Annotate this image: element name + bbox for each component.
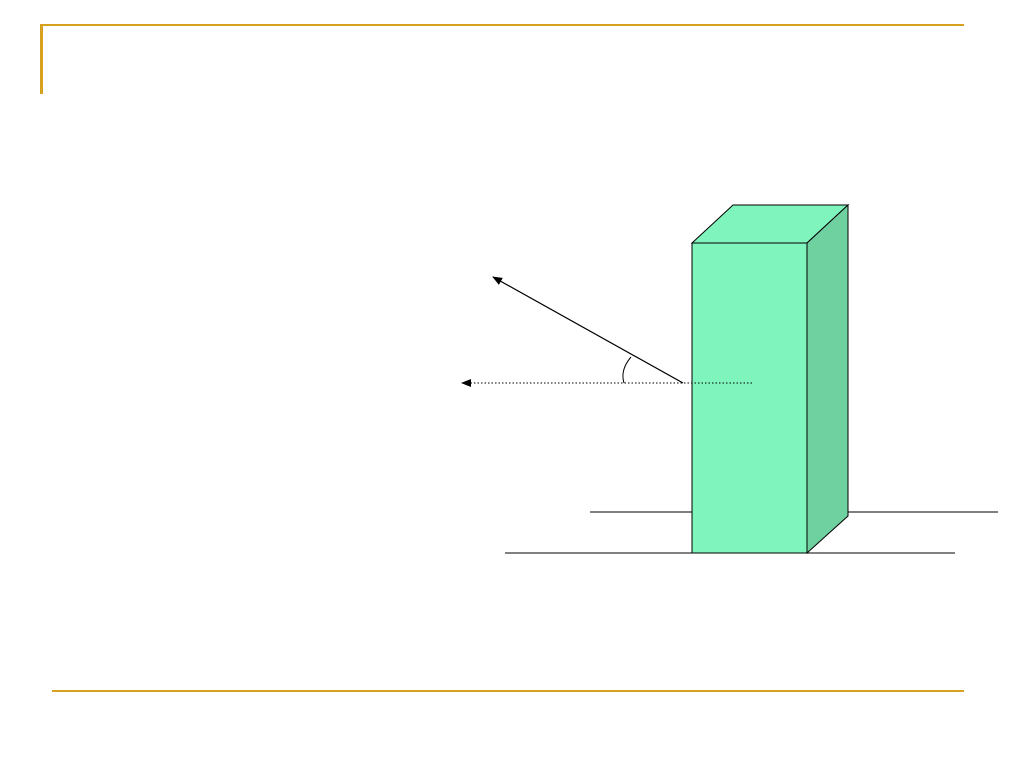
rain-direction-arrow <box>493 277 683 383</box>
angle-arc <box>623 357 631 383</box>
box-front-face <box>692 243 807 553</box>
box-side-face <box>807 205 848 553</box>
